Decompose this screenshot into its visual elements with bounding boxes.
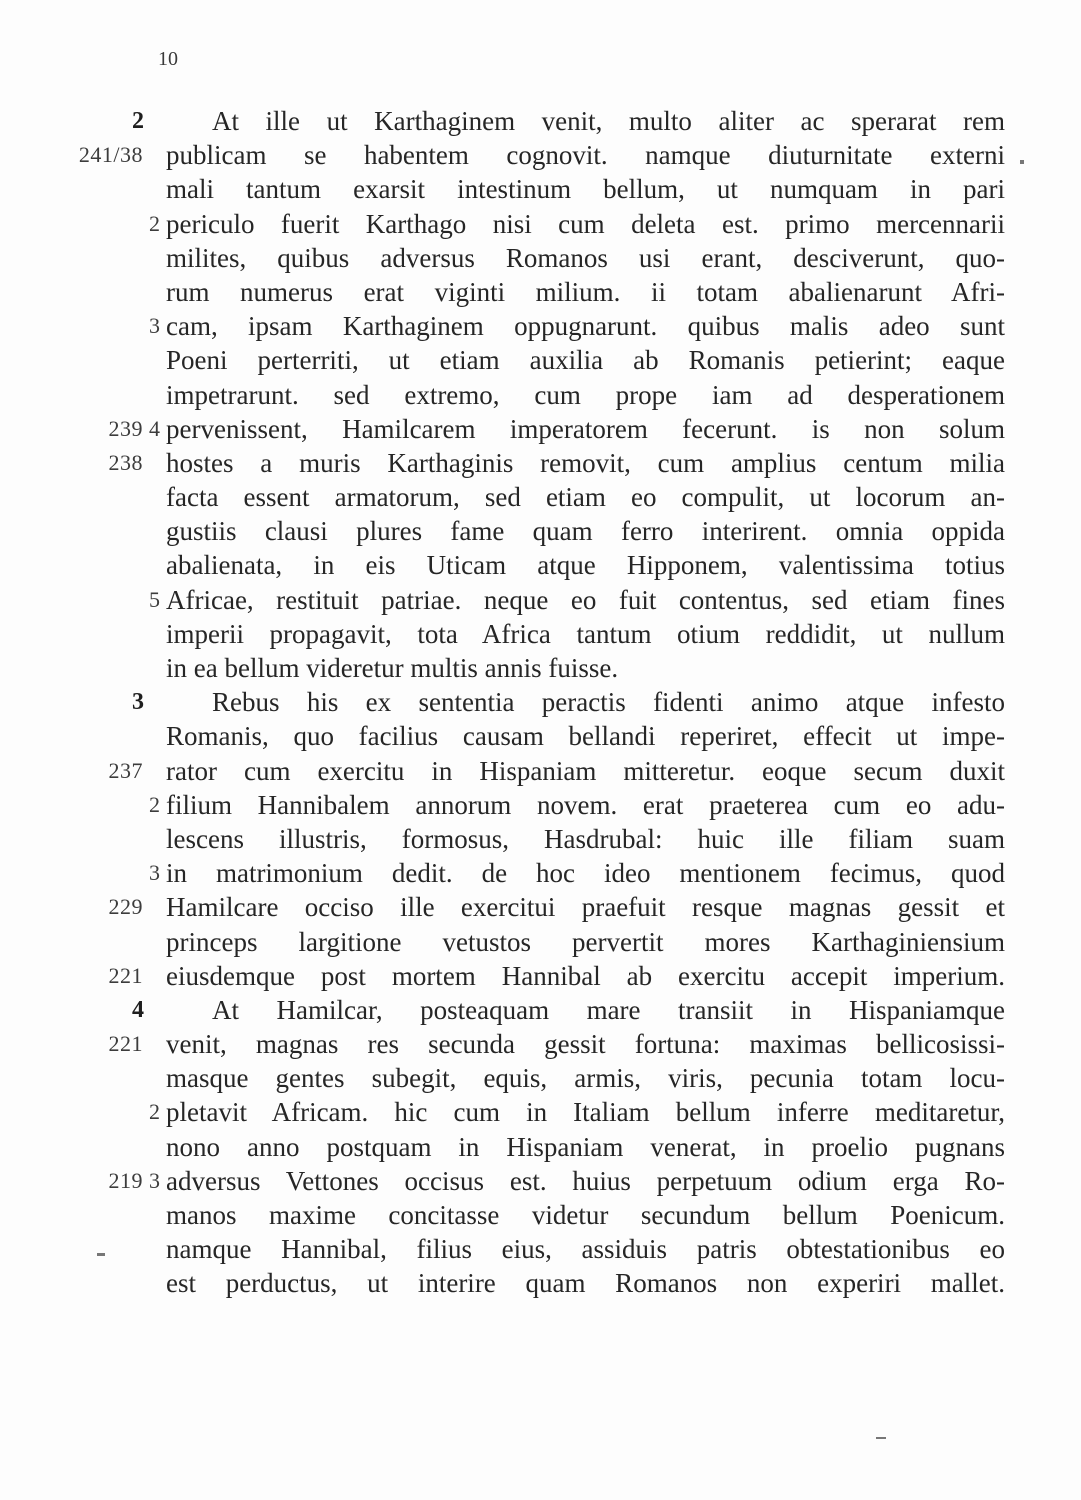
section-number: 2 [149,1099,160,1125]
text-line [0,277,1081,311]
line-text: publicam se habentem cognovit. namque diuturnitate externi [166,140,1005,171]
text-line [0,209,1081,243]
year-margin: 221 [108,1031,143,1057]
year-margin: 237 [108,757,143,783]
line-text: pletavit Africam. hic cum in Italiam bellum inferre meditaretur, [166,1097,1005,1128]
line-text: At ille ut Karthaginem venit, multo aliter ac sperarat rem [212,106,1005,136]
year-margin: 241/38 [78,142,143,168]
text-line [0,858,1081,892]
stray-mark [876,1437,886,1439]
line-text: eiusdemque post mortem Hannibal ab exercitu accepit imperium. [166,960,1005,991]
line-text: Africae, restituit patriae. neque eo fuit contentus, sed etiam fines [166,584,1005,615]
text-line [0,243,1081,277]
stray-mark [1020,160,1024,164]
line-text: At Hamilcar, posteaquam mare transiit in Hispaniamque [212,994,1005,1025]
text-body [0,106,1081,1303]
text-line [0,1097,1081,1131]
text-line [0,550,1081,584]
text-line [0,1132,1081,1166]
text-line [0,1166,1081,1200]
text-line [0,756,1081,790]
line-text: mali tantum exarsit intestinum bellum, ut numquam in pari [166,174,1005,205]
section-number: 4 [149,415,160,441]
text-line [0,516,1081,550]
text-line [0,414,1081,448]
year-margin: 239 [108,415,143,441]
section-number: 5 [149,586,160,612]
text-line [0,1200,1081,1234]
line-text: cam, ipsam Karthaginem oppugnarunt. quibus malis adeo sunt [166,311,1005,342]
line-text: Rebus his ex sententia peractis fidenti animo atque infesto [212,687,1005,718]
text-line [0,927,1081,961]
line-text: est perductus, ut interire quam Romanos non experiri mallet. [166,1268,1005,1299]
stray-mark [97,1253,105,1256]
section-number: 3 [149,860,160,886]
section-number: 2 [149,210,160,236]
line-text: milites, quibus adversus Romanos usi erant, desciverunt, quo- [166,242,1005,273]
line-text: lescens illustris, formosus, Hasdrubal: huic ille filiam suam [166,823,1005,854]
text-line [0,619,1081,653]
text-line [0,482,1081,516]
text-line [0,721,1081,755]
line-text: imperii propagavit, tota Africa tantum otium reddidit, ut nullum [166,618,1005,649]
line-text: rator cum exercitu in Hispaniam mitteretur. eoque secum duxit [166,755,1005,786]
line-text: filium Hannibalem annorum novem. erat praeterea cum eo adu- [166,789,1005,820]
year-margin: 229 [108,894,143,920]
section-number: 2 [149,791,160,817]
section-number: 3 [149,1167,160,1193]
text-line [0,824,1081,858]
line-text: Poeni perterriti, ut etiam auxilia ab Romanis petierint; eaque [166,345,1005,376]
text-line [0,140,1081,174]
text-line [0,961,1081,995]
year-margin: 238 [108,449,143,475]
line-text: facta essent armatorum, sed etiam eo compulit, ut locorum an- [166,482,1005,513]
text-line [0,1268,1081,1302]
text-line [0,1063,1081,1097]
line-text: Hamilcare occiso ille exercitui praefuit resque magnas gessit et [166,892,1005,923]
line-text: venit, magnas res secunda gessit fortuna: maximas bellicosissi- [166,1029,1005,1060]
line-text: princeps largitione vetustos pervertit mores Karthaginiensium [166,926,1005,957]
chapter-number: 4 [132,996,144,1023]
section-number: 3 [149,313,160,339]
line-text: manos maxime concitasse videtur secundum bellum Poenicum. [166,1200,1005,1230]
text-line [0,311,1081,345]
text-line [0,995,1081,1029]
text-line [0,687,1081,721]
line-text: periculo fuerit Karthago nisi cum deleta est. primo mercennarii [166,208,1005,239]
text-line [0,380,1081,414]
text-line [0,1029,1081,1063]
text-line [0,653,1081,687]
chapter-number: 2 [132,108,144,134]
text-line [0,790,1081,824]
line-text: pervenissent, Hamilcarem imperatorem fecerunt. is non solum [166,413,1005,444]
line-text: impetrarunt. sed extremo, cum prope iam ad desperationem [166,379,1005,410]
text-line [0,448,1081,482]
text-line [0,1234,1081,1268]
line-text: Romanis, quo facilius causam bellandi reperiret, effecit ut impe- [166,721,1005,752]
year-margin: 219 [108,1167,143,1193]
line-text: gustiis clausi plures fame quam ferro interirent. omnia oppida [166,516,1005,547]
line-text: adversus Vettones occisus est. huius perpetuum odium erga Ro- [166,1165,1005,1196]
line-text: masque gentes subegit, equis, armis, viris, pecunia totam locu- [166,1063,1005,1094]
page-number: 10 [158,48,178,70]
chapter-number: 3 [132,689,144,716]
line-text: nono anno postquam in Hispaniam venerat, in proelio pugnans [166,1131,1005,1162]
text-line [0,345,1081,379]
text-line [0,892,1081,926]
line-text: namque Hannibal, filius eius, assiduis patris obtestationibus eo [166,1234,1005,1265]
text-line [0,585,1081,619]
year-margin: 221 [108,962,143,988]
line-text: in matrimonium dedit. de hoc ideo mentionem fecimus, quod [166,858,1005,889]
line-text: rum numerus erat viginti milium. ii totam abalienarunt Afri- [166,276,1005,307]
line-text: in ea bellum videretur multis annis fuisse. [166,653,619,683]
line-text: abalienata, in eis Uticam atque Hipponem, valentissima totius [166,550,1005,581]
line-text: hostes a muris Karthaginis removit, cum amplius centum milia [166,447,1005,478]
text-line [0,174,1081,208]
text-line [0,106,1081,140]
